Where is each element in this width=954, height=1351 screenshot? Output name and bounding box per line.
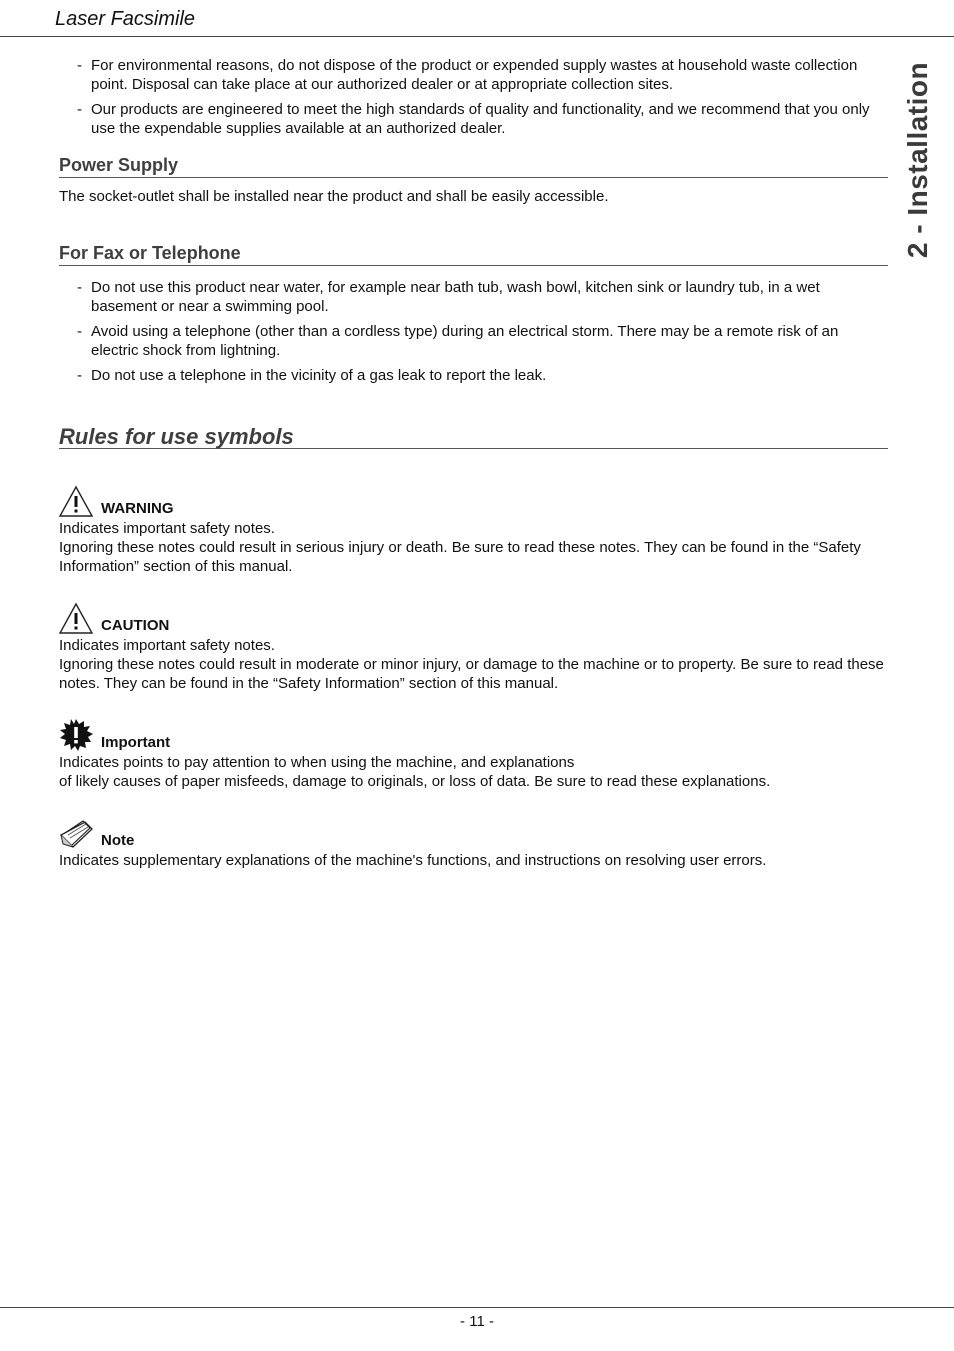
power-supply-text: The socket-outlet shall be installed near the product and shall be easily accessible. xyxy=(59,188,609,205)
warning-label: WARNING xyxy=(101,500,174,517)
note-block xyxy=(59,819,888,870)
warning-block xyxy=(59,485,888,576)
note-label: Note xyxy=(101,832,135,849)
list-item: - For environmental reasons, do not dispose of the product or expended supply wastes at household waste collection point. Disposal can take place at our authorized dealer or at appropriate collection sites. xyxy=(59,56,888,94)
warning-line-2: Ignoring these notes could result in serious injury or death. Be sure to read these notes. They can be found in the “Safety Information” section of this manual. xyxy=(59,539,861,575)
main-content xyxy=(59,56,888,870)
list-item: - Do not use a telephone in the vicinity of a gas leak to report the leak. xyxy=(59,366,888,385)
fax-telephone-heading: For Fax or Telephone xyxy=(59,244,888,266)
caution-line-2: Ignoring these notes could result in moderate or minor injury, or damage to the machine or to property. Be sure to read these notes. They can be found in the “Safety Information” section of this manual. xyxy=(59,656,884,692)
chapter-side-tab-label: 2 - Installation xyxy=(902,61,933,259)
warning-line-1: Indicates important safety notes. xyxy=(59,520,275,537)
chapter-side-tab xyxy=(899,60,937,260)
important-block xyxy=(59,719,888,791)
pencil-note-icon xyxy=(59,819,93,849)
footer-divider xyxy=(0,1307,954,1308)
power-supply-heading: Power Supply xyxy=(59,156,888,178)
important-label: Important xyxy=(101,734,171,751)
caution-block xyxy=(59,602,888,693)
important-line-1: Indicates points to pay attention to when using the machine, and explanations xyxy=(59,754,575,771)
list-item: - Avoid using a telephone (other than a cordless type) during an electrical storm. There may be a remote risk of an electric shock from lightning. xyxy=(59,322,888,360)
page-number: - 11 - xyxy=(460,1313,494,1330)
header-divider xyxy=(0,36,954,37)
list-item: - Do not use this product near water, for example near bath tub, wash bowl, kitchen sink or laundry tub, in a wet basement or near a swimming pool. xyxy=(59,278,888,316)
rules-heading: Rules for use symbols xyxy=(59,427,888,449)
note-line-1: Indicates supplementary explanations of the machine's functions, and instructions on resolving user errors. xyxy=(59,852,767,869)
caution-triangle-icon xyxy=(59,602,93,634)
important-line-2: of likely causes of paper misfeeds, damage to originals, or loss of data. Be sure to read these explanations. xyxy=(59,773,771,790)
caution-label: CAUTION xyxy=(101,617,170,634)
list-item: - Our products are engineered to meet the high standards of quality and functionality, and we recommend that you only use the expendable supplies available at an authorized dealer. xyxy=(59,100,888,138)
intro-list xyxy=(59,56,888,138)
page-header-title: Laser Facsimile xyxy=(55,8,196,30)
fax-telephone-list xyxy=(59,278,888,385)
caution-line-1: Indicates important safety notes. xyxy=(59,637,275,654)
warning-triangle-icon xyxy=(59,485,93,517)
important-burst-icon xyxy=(59,719,93,751)
